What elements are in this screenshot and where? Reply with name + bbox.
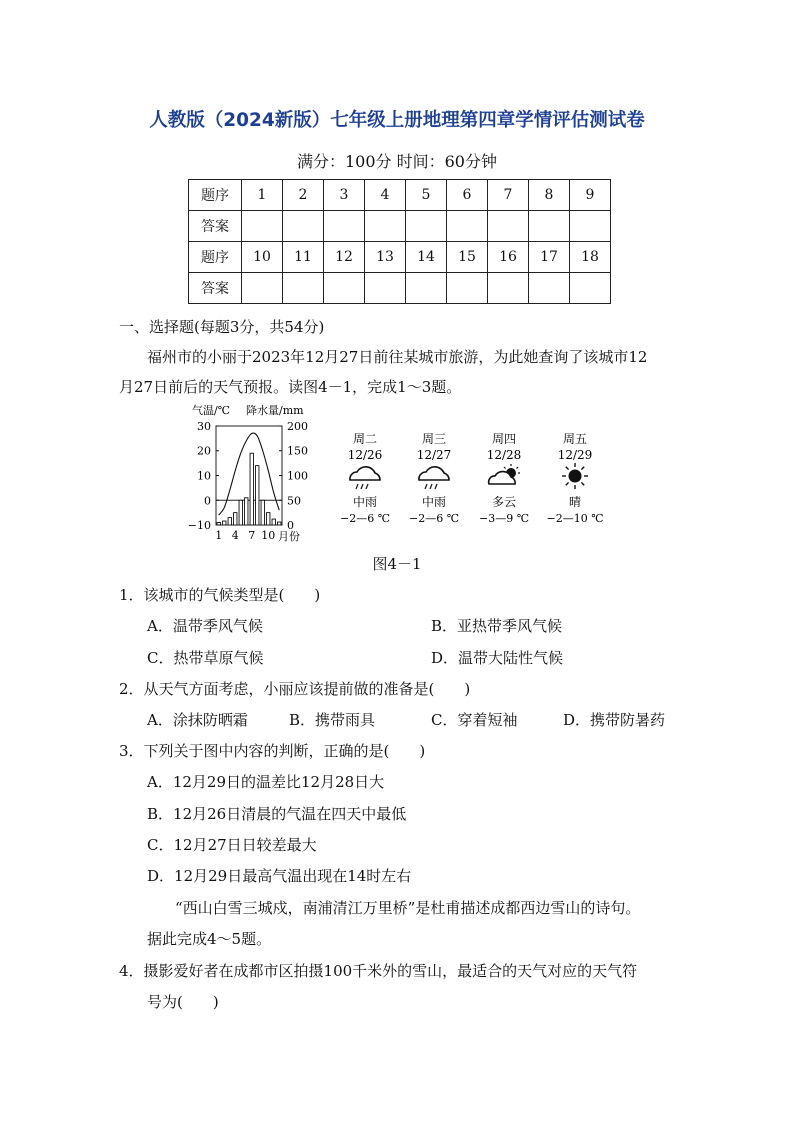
- question-4-stem: 号为( ): [147, 993, 219, 1011]
- row-label: 题序: [189, 180, 242, 211]
- rain-cloud-icon: [350, 467, 380, 489]
- forecast-weather: 中雨: [352, 495, 378, 509]
- forecast-day-1: [340, 432, 390, 525]
- question-1-option-c[interactable]: C．热带草原气候: [147, 649, 264, 667]
- question-1-option-a[interactable]: A．温带季风气候: [147, 617, 263, 635]
- question-3-option-d[interactable]: D．12月29日最高气温出现在14时左右: [147, 867, 412, 885]
- tick-label: 1: [215, 529, 223, 542]
- precipitation-bar: [234, 513, 237, 525]
- forecast-day-4: [546, 432, 603, 525]
- axis-ticks: [216, 426, 282, 525]
- precipitation-bar: [239, 500, 242, 525]
- question-3-option-c[interactable]: C．12月27日日较差最大: [147, 836, 317, 854]
- precipitation-bar: [223, 521, 226, 525]
- question-number: 12: [324, 242, 365, 273]
- question-number: 1: [242, 180, 283, 211]
- intro-text: 福州市的小丽于2023年12月27日前往某城市旅游，为此她查询了该城市12: [147, 348, 648, 366]
- answer-cell[interactable]: [447, 273, 488, 304]
- question-number: 15: [447, 242, 488, 273]
- forecast-temp: −2—6 ℃: [339, 512, 391, 525]
- page-title: 人教版（2024新版）七年级上册地理第四章学情评估测试卷: [149, 110, 645, 131]
- question-2-option-b[interactable]: B．携带雨具: [289, 711, 376, 729]
- temperature-curve: [219, 433, 280, 515]
- plot-frame: [216, 426, 282, 525]
- temperature-axis-label: 气温/℃: [192, 404, 231, 417]
- precipitation-bar: [250, 453, 253, 525]
- forecast-date: 12/28: [486, 448, 522, 462]
- precipitation-bar: [228, 518, 231, 525]
- precipitation-bar: [256, 466, 259, 525]
- question-1-stem: 1．该城市的气候类型是( ): [119, 586, 321, 604]
- question-2-option-a[interactable]: A．涂抹防晒霜: [147, 711, 248, 729]
- table-row: [189, 180, 611, 211]
- question-number: 10: [242, 242, 283, 273]
- forecast-date: 12/27: [416, 448, 452, 462]
- question-number: 6: [447, 180, 488, 211]
- tick-label: 0: [287, 519, 294, 532]
- question-number: 17: [529, 242, 570, 273]
- precipitation-bar: [267, 513, 270, 525]
- forecast-temp: −2—10 ℃: [546, 512, 604, 525]
- precipitation-bar: [261, 500, 264, 525]
- answer-cell[interactable]: [365, 273, 406, 304]
- tick-label: 7: [248, 529, 256, 542]
- question-number: 11: [283, 242, 324, 273]
- table-row: [189, 242, 611, 273]
- tick-label: −10: [187, 519, 211, 532]
- tick-label: 50: [287, 494, 301, 508]
- tick-label: 4: [231, 529, 239, 542]
- table-row: [189, 273, 611, 304]
- poem-text: “西山白雪三城戍，南浦清江万里桥”是杜甫描述成都西边雪山的诗句。: [175, 899, 641, 917]
- question-4-stem: 4．摄影爱好者在成都市区拍摄100千米外的雪山，最适合的天气对应的天气符: [119, 962, 638, 980]
- question-number: 2: [283, 180, 324, 211]
- row-label: 答案: [189, 273, 242, 304]
- figure-caption: 图4－1: [372, 555, 422, 573]
- poem-text: 据此完成4～5题。: [147, 930, 272, 948]
- tick-label: 150: [287, 444, 308, 458]
- answer-cell[interactable]: [242, 273, 283, 304]
- answer-cell[interactable]: [570, 211, 611, 242]
- answer-table: [188, 179, 611, 304]
- answer-cell[interactable]: [529, 273, 570, 304]
- question-1-option-b[interactable]: B．亚热带季风气候: [431, 617, 563, 635]
- question-number: 8: [529, 180, 570, 211]
- answer-cell[interactable]: [406, 211, 447, 242]
- question-number: 4: [365, 180, 406, 211]
- precipitation-axis-label: 降水量/mm: [246, 404, 304, 417]
- answer-cell[interactable]: [324, 273, 365, 304]
- sun-icon: [562, 463, 588, 489]
- forecast-weather: 晴: [568, 495, 582, 509]
- section-heading: 一、选择题(每题3分，共54分): [119, 318, 325, 336]
- forecast-temp: −3—9 ℃: [478, 512, 530, 525]
- tick-label: 10: [197, 469, 211, 483]
- answer-cell[interactable]: [324, 211, 365, 242]
- tick-label: 200: [287, 420, 308, 433]
- question-number: 14: [406, 242, 447, 273]
- answer-cell[interactable]: [488, 273, 529, 304]
- answer-cell[interactable]: [283, 211, 324, 242]
- weather-forecast: [328, 428, 618, 532]
- forecast-day: 周四: [491, 432, 517, 446]
- question-number: 9: [570, 180, 611, 211]
- question-3-stem: 3．下列关于图中内容的判断，正确的是( ): [119, 742, 426, 760]
- forecast-day: 周五: [562, 432, 588, 446]
- question-number: 5: [406, 180, 447, 211]
- forecast-day: 周二: [352, 432, 378, 446]
- question-number: 7: [488, 180, 529, 211]
- answer-cell[interactable]: [283, 273, 324, 304]
- forecast-day: 周三: [421, 432, 447, 446]
- answer-cell[interactable]: [570, 273, 611, 304]
- question-number: 3: [324, 180, 365, 211]
- forecast-day-2: [409, 432, 459, 525]
- question-3-option-b[interactable]: B．12月26日清晨的气温在四天中最低: [147, 805, 407, 823]
- question-2-stem: 2．从天气方面考虑，小丽应该提前做的准备是( ): [119, 680, 471, 698]
- intro-text: 月27日前后的天气预报。读图4－1，完成1～3题。: [119, 378, 462, 396]
- answer-cell[interactable]: [529, 211, 570, 242]
- question-2-option-c[interactable]: C．穿着短袖: [431, 711, 518, 729]
- tick-label: 20: [197, 444, 211, 458]
- tick-label: 10: [261, 529, 276, 542]
- forecast-weather: 中雨: [421, 495, 447, 509]
- answer-cell[interactable]: [406, 273, 447, 304]
- precipitation-bar: [245, 498, 248, 525]
- forecast-date: 12/29: [557, 448, 593, 462]
- question-2-option-d[interactable]: D．携带防暑药: [563, 711, 666, 729]
- forecast-temp: −2—6 ℃: [408, 512, 460, 525]
- question-1-option-d[interactable]: D．温带大陆性气候: [431, 649, 564, 667]
- forecast-date: 12/26: [347, 448, 383, 462]
- tick-label: 100: [287, 469, 308, 483]
- question-number: 18: [570, 242, 611, 273]
- answer-cell[interactable]: [488, 211, 529, 242]
- precipitation-bar: [272, 519, 275, 525]
- answer-cell[interactable]: [365, 211, 406, 242]
- tick-label: 30: [197, 420, 211, 433]
- question-number: 16: [488, 242, 529, 273]
- cloud-sun-icon: [489, 464, 520, 484]
- climate-chart: [186, 400, 321, 548]
- row-label: 答案: [189, 211, 242, 242]
- forecast-weather: 多云: [491, 495, 517, 509]
- rain-cloud-icon: [419, 467, 449, 489]
- row-label: 题序: [189, 242, 242, 273]
- forecast-day-3: [479, 432, 529, 525]
- exam-info: 满分：100分 时间：60分钟: [297, 152, 497, 171]
- precipitation-bars: [217, 453, 281, 525]
- question-number: 13: [365, 242, 406, 273]
- answer-cell[interactable]: [447, 211, 488, 242]
- x-axis-unit: 月份: [278, 530, 300, 543]
- tick-label: 0: [204, 494, 211, 508]
- table-row: [189, 211, 611, 242]
- question-3-option-a[interactable]: A．12月29日的温差比12月28日大: [147, 773, 385, 791]
- answer-cell[interactable]: [242, 211, 283, 242]
